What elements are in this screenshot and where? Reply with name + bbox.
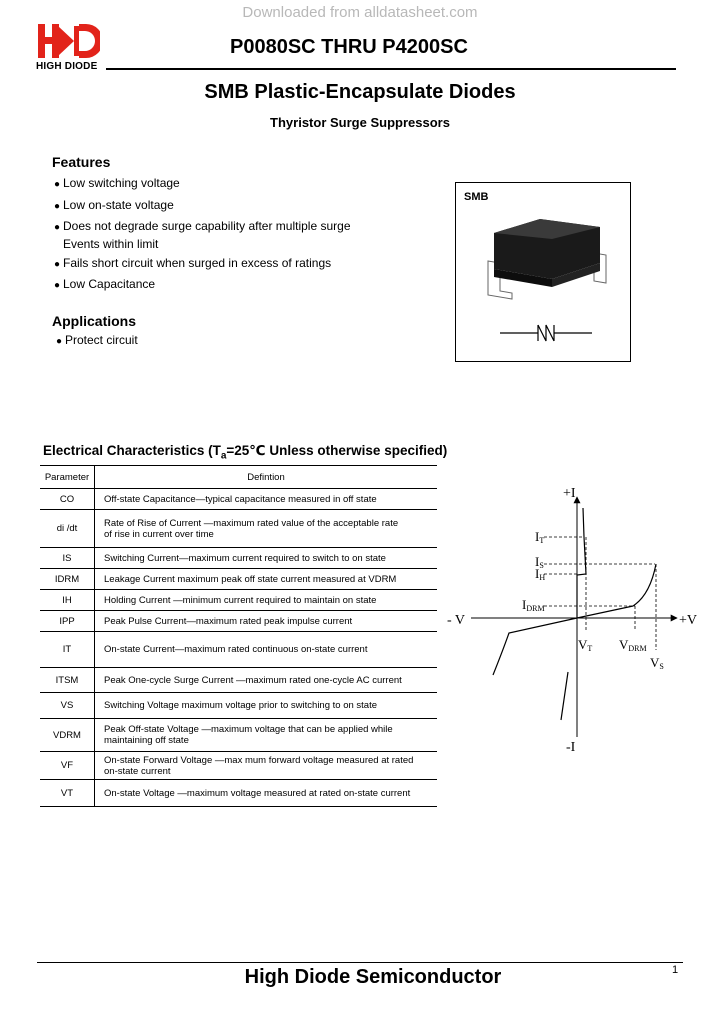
header-rule [106,68,676,70]
it-label: IT [535,529,545,545]
is-label: IS [535,554,544,570]
table-row: IH Holding Current —minimum current required to maintain on state [40,590,437,611]
vi-curve-segment [561,672,568,720]
vdrm-label: VDRM [619,637,647,653]
feature-item: ● Does not degrade surge capability after multiple surge [54,219,351,233]
electrical-characteristics-table [40,465,437,807]
thyristor-symbol-icon [500,323,592,343]
feature-item: ● Low Capacitance [54,277,156,291]
table-row: VDRM Peak Off-state Voltage —maximum voltage that can be applied while maintaining off state [40,719,437,752]
feature-item: ● Low switching voltage [54,176,180,190]
vi-characteristic-graph [445,475,710,765]
brand-name: HIGH DIODE [36,61,98,72]
feature-item: ● Fails short circuit when surged in excess of ratings [54,256,332,270]
smb-package-image [482,213,612,303]
footer-rule [37,962,683,963]
subtitle: Thyristor Surge Suppressors [270,115,450,130]
idrm-label: IDRM [522,597,545,613]
reference-lines [544,537,656,650]
package-box [455,182,631,362]
table-row: IT On-state Current—maximum rated continuous on-state current [40,632,437,668]
vs-label: VS [650,655,664,671]
footer-company: High Diode Semiconductor [244,966,502,988]
plus-i-label: +I [563,486,576,501]
main-title: SMB Plastic-Encapsulate Diodes [204,81,516,103]
application-item: ● Protect circuit [56,333,138,347]
features-list [54,175,351,294]
table-row: ITSM Peak One-cycle Surge Current —maximum rated one-cycle AC current [40,668,437,693]
features-heading: Features [52,154,111,170]
package-label: SMB [464,191,489,203]
table-header-row [40,466,437,489]
applications-heading: Applications [52,313,137,329]
feature-item: ● Low on-state voltage [54,198,174,212]
table-row: VT On-state Voltage —maximum voltage measured at rated on-state current [40,780,437,807]
vi-curve [577,508,656,618]
vi-curve-negative [493,618,577,675]
table-row: VF On-state Forward Voltage —max mum forward voltage measured at rated on-state current [40,752,437,780]
watermark: Downloaded from alldatasheet.com [242,4,478,21]
table-row: IS Switching Current—maximum current required to switch to on state [40,548,437,569]
feature-item-continuation: Events within limit [63,237,159,251]
part-number-title: P0080SC THRU P4200SC [230,36,468,58]
minus-v-label: - V [447,613,466,628]
table-row: IPP Peak Pulse Current—maximum rated peak impulse current [40,611,437,632]
electrical-characteristics-title: Electrical Characteristics ($T_a=25℃$ Unless otherwise specified) [43,443,448,462]
ih-label: IH [535,566,546,582]
plus-v-label: +V [679,613,698,628]
high-diode-logo [38,22,100,60]
table-row: VS Switching Voltage maximum voltage prior to switching to on state [40,693,437,719]
minus-i-label: -I [566,740,576,755]
vt-label: VT [578,637,593,653]
parameter-header: Parameter [40,466,95,489]
table-row: CO Off-state Capacitance—typical capacitance measured in off state [40,489,437,510]
definition-header: Defintion [95,466,438,489]
table-row: di /dt Rate of Rise of Current —maximum rated value of the acceptable rate of rise in current over time [40,510,437,548]
page-number: 1 [672,964,679,976]
table-row: IDRM Leakage Current maximum peak off state current measured at VDRM [40,569,437,590]
